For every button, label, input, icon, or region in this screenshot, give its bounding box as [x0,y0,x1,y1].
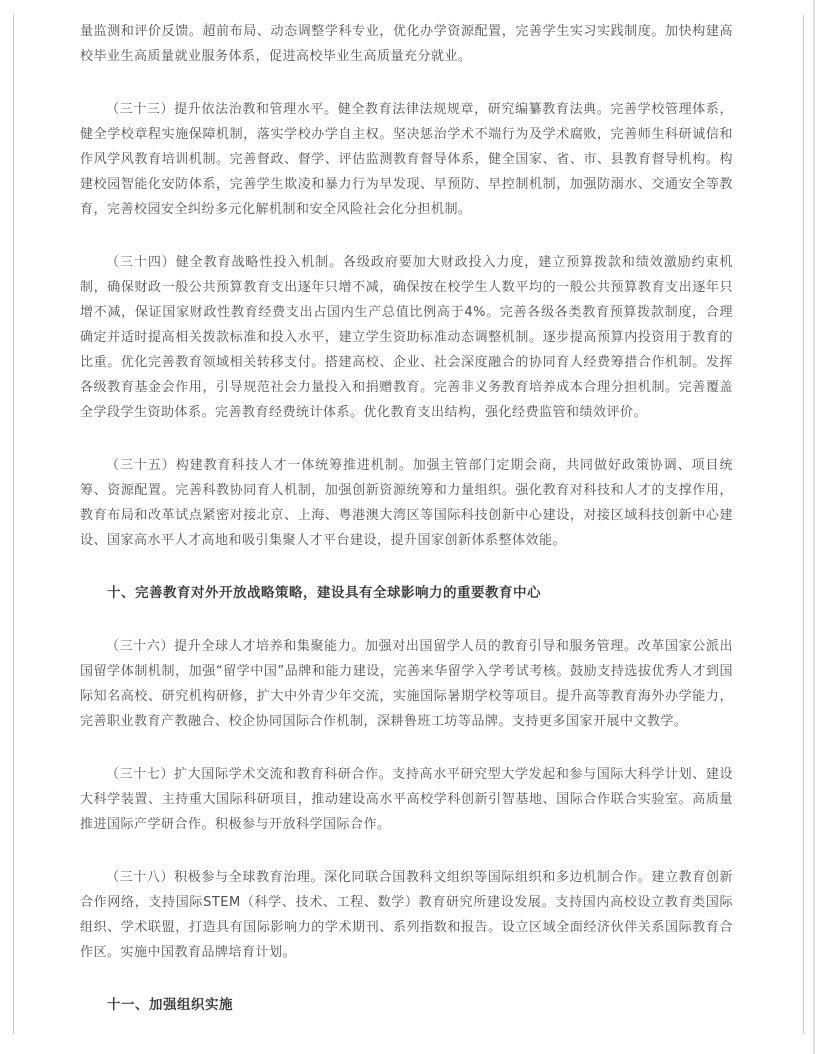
section-heading-10: 十、完善教育对外开放战略策略，建设具有全球影响力的重要教育中心 [107,585,541,601]
paragraph-36: （三十六）提升全球人才培养和集聚能力。加强对出国留学人员的教育引导和服务管理。改革国家公派出国留学体制机制，加强“留学中国”品牌和能力建设，完善来华留学入学考试考核。鼓励支持选拔优秀人才到国际知名高校、研究机构研修，扩大中外青少年交流，实施国际暑期学校等项目。提升高等教育海外办学能力，完善职业教育产教融合、校企协同国际合作机制，深耕鲁班工坊等品牌。支持更多国家开展中文教学。 [80,639,733,729]
paragraph-38: （三十八）积极参与全球教育治理。深化同联合国教科文组织等国际组织和多边机制合作。建立教育创新合作网络，支持国际STEM（科学、技术、工程、数学）教育研究所建设发展。支持国内高校设立教育类国际组织、学术联盟，打造具有国际影响力的学术期刊、系列指数和报告。设立区域全面经济伙伴关系国际教育合作区。实施中国教育品牌培育计划。 [80,870,733,960]
document-page [13,15,804,1034]
document-content [14,15,803,1018]
paragraph-34: （三十四）健全教育战略性投入机制。各级政府要加大财政投入力度，建立预算拨款和绩效激励约束机制，确保财政一般公共预算教育支出逐年只增不减，确保按在校学生人数平均的一般公共预算教育支出逐年只增不减，保证国家财政性教育经费支出占国内生产总值比例高于4%。完善各级各类教育预算拨款制度，合理确定并适时提高相关拨款标准和投入水平，建立学生资助标准动态调整机制。逐步提高预算内投资用于教育的比重。优化完善教育领域相关转移支付。搭建高校、企业、社会深度融合的协同育人经费筹措合作机制。发挥各级教育基金会作用，引导规范社会力量投入和捐赠教育。完善非义务教育培养成本合理分担机制。完善覆盖全学段学生资助体系。完善教育经费统计体系。优化教育支出结构，强化经费监管和绩效评价。 [80,255,733,420]
paragraph-continuation: 量监测和评价反馈。超前布局、动态调整学科专业，优化办学资源配置，完善学生实习实践制度。加快构建高校毕业生高质量就业服务体系，促进高校毕业生高质量充分就业。 [80,24,733,64]
page-right-edge-line [813,0,815,1054]
section-heading-11: 十一、加强组织实施 [107,997,233,1013]
paragraph-33: （三十三）提升依法治教和管理水平。健全教育法律法规规章，研究编纂教育法典。完善学校管理体系，健全学校章程实施保障机制，落实学校办学自主权。坚决惩治学术不端行为及学术腐败，完善师生科研诚信和作风学风教育培训机制。完善督政、督学、评估监测教育督导体系，健全国家、省、市、县教育督导机构。构建校园智能化安防体系，完善学生欺凌和暴力行为早发现、早预防、早控制机制，加强防溺水、交通安全等教育，完善校园安全纠纷多元化解机制和安全风险社会化分担机制。 [80,102,733,217]
paragraph-37: （三十七）扩大国际学术交流和教育科研合作。支持高水平研究型大学发起和参与国际大科学计划、建设大科学装置、主持重大国际科研项目，推动建设高水平高校学科创新引智基地、国际合作联合实验室。高质量推进国际产学研合作。积极参与开放科学国际合作。 [80,767,733,832]
paragraph-35: （三十五）构建教育科技人才一体统筹推进机制。加强主管部门定期会商，共同做好政策协调、项目统筹、资源配置。完善科教协同育人机制，加强创新资源统筹和力量组织。强化教育对科技和人才的支撑作用，教育布局和改革试点紧密对接北京、上海、粤港澳大湾区等国际科技创新中心建设，对接区域科技创新中心建设、国家高水平人才高地和吸引集聚人才平台建设，提升国家创新体系整体效能。 [80,458,733,548]
